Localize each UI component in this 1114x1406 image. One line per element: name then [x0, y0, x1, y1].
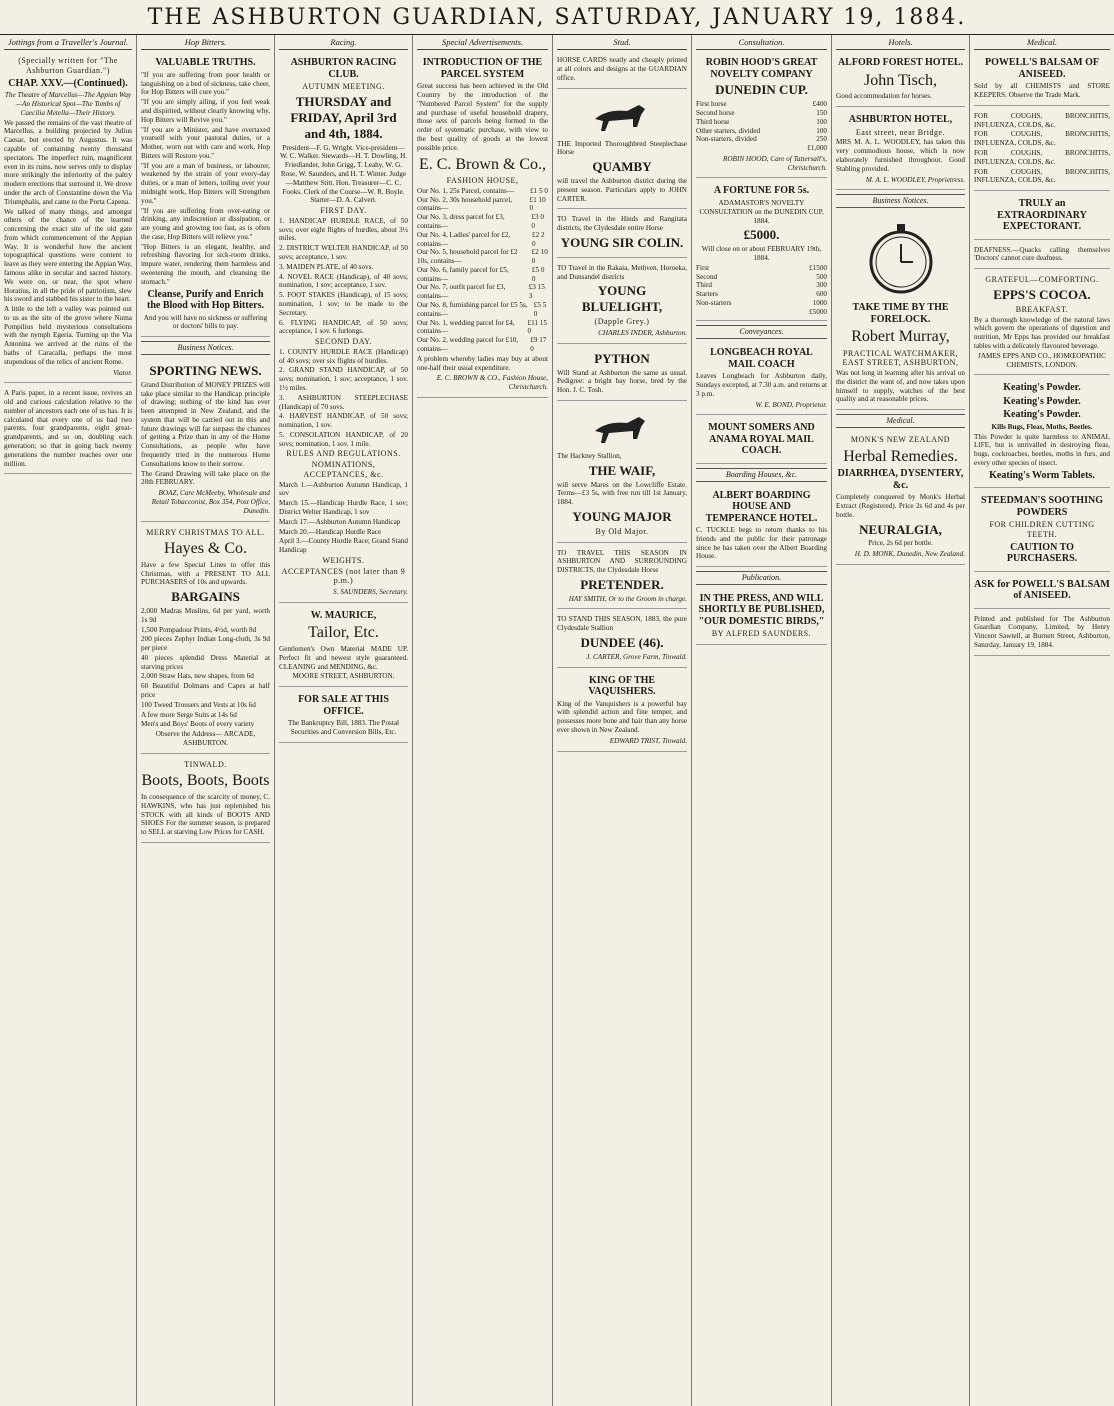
bargain-item: 2,000 Straw Hats, new shapes, from 6d: [141, 672, 254, 681]
row-label: Our No. 4, Ladies' parcel for £2, contains—: [417, 230, 511, 248]
ad-horse-cards: [557, 53, 687, 88]
column-heading: Stud.: [557, 37, 687, 50]
ad-paragraph: Completely conquered by Monk's Herbal Extract (Registered). Price 2s 6d and 4s per bottle.: [836, 493, 965, 519]
ad-firm-name: EPPS'S COCOA.: [993, 286, 1091, 302]
ad-firm-name: Herbal Remedies.: [843, 447, 958, 465]
cough-line: FOR COUGHS, BRONCHITIS, INFLUENZA, COLDS, &c.: [974, 130, 1110, 148]
row-value: £3 0 0: [531, 213, 544, 230]
ad-paragraph: "If you are suffering from over-eating or drinking, any indiscretion or dissipation, or are young and growing too fast, as is often the case, Hop Bitters will relieve you.": [141, 206, 270, 241]
row-label: Our No. 5, household parcel for £2 10s, contains—: [417, 248, 518, 266]
ad-title: ASK for POWELL'S BALSAM of ANISEED.: [974, 578, 1110, 602]
column-heading: Racing.: [279, 37, 408, 50]
ad-paragraph: The Grand Drawing will take place on the 28th FEBRUARY.: [141, 469, 270, 487]
section-heading: Boarding Houses, &c.: [696, 468, 827, 482]
row-value: 100: [816, 117, 827, 126]
ad-paragraph: HORSE CARDS neatly and cheaply printed at all colors and designs at the GUARDIAN office.: [557, 56, 687, 82]
horse-name: YOUNG SIR COLIN.: [560, 235, 684, 251]
section-heading: Medical.: [836, 414, 965, 428]
chapter-title: CHAP. XXV.—(Continued).: [8, 77, 128, 89]
row-label: Second: [696, 272, 718, 281]
list-row: [417, 319, 548, 337]
article-paragraph: We passed the remains of the vast theatre of Marcellus, a building projected by Julius Caesar, but erected by Augustus. It was capable of containing twenty thousand spectators. The imperfect ruin, magnificent even in its ruins, now serves only to display more strikingly the inferiority of the paltry modern erections that surround it. We drove under the arch of Constantine down the Via Triumphalis, and came to the Porta Capena.: [4, 118, 132, 206]
article-signature: Viator.: [113, 368, 132, 377]
bargain-item: 100 Tweed Trousers and Vests at 10s 6d: [141, 700, 256, 709]
article-paragraph: A little to the left a valley was pointed out to us as the site of the grove where Numa Pompilius held mysterious consultations with the nymph Egeria. Turning up the Via Antonina we arrived at the ruins of the baths of Caracalla, perhaps the most stupendous of the relics of ancient Rome.: [4, 305, 132, 366]
horse-illustration: [557, 97, 687, 137]
ad-title: STEEDMAN'S SOOTHING POWDERS: [981, 495, 1103, 518]
prize-list: [696, 100, 827, 144]
race-entry: 1. COUNTY HURDLE RACE (Handicap) of 40 sovs; over six flights of hurdles.: [279, 347, 408, 365]
ad-ashburton-hotel: [836, 110, 965, 190]
ad-title: ASHBURTON HOTEL,: [848, 114, 953, 126]
list-row: [696, 290, 827, 299]
ad-paragraph: THE Imported Thoroughbred Steeplechase Horse: [557, 139, 687, 157]
ad-kicker: MONK'S NEW ZEALAND: [850, 434, 951, 444]
ad-adamastor: [696, 181, 827, 321]
ad-paragraph: TO Travel in the Hinds and Rangitata districts, the Clydesdale entire Horse: [557, 215, 687, 233]
ad-kicker: MERRY CHRISTMAS TO ALL.: [146, 527, 265, 537]
row-value: £5 0 0: [531, 265, 545, 283]
ad-signature: JAMES EPPS AND CO., HOMŒOPATHIC CHEMISTS, LONDON.: [978, 351, 1106, 369]
ad-quamby: [557, 92, 687, 210]
ad-paragraph: In consequence of the scarcity of money, C. HAWKINS, who has just replenished his STOCK with all kinds of BOOTS AND SHOES For the summer season, is prepared to SELL at starving Low Prices for CASH.: [141, 792, 270, 837]
row-value: £2 10 0: [531, 248, 548, 266]
ad-signature: E. C. BROWN & CO., Fashion House, Christchurch.: [436, 374, 548, 392]
prize-list: [696, 264, 827, 308]
race-entry: 3. MAIDEN PLATE, of 40 sovs.: [279, 262, 374, 271]
ad-address: Observe the Address— ARCADE, ASHBURTON.: [155, 730, 256, 747]
ad-paragraph: Great success has been achieved in the Old Country by the introduction of the "Numbered Parcel System" for the supply and purchase of useful household drapery, those sets of parcels being formed to the order of systematic purchase, with view to the best quality of goods at the lowest possible price.: [417, 82, 548, 152]
ad-firm-name: Robert Murray,: [851, 328, 950, 346]
ad-title: Keating's Powder.: [1003, 382, 1081, 394]
ad-title: INTRODUCTION OF THE PARCEL SYSTEM: [422, 57, 543, 80]
column-consultation: [692, 35, 832, 1406]
ad-paragraph: Grand Distribution of MONEY PRIZES will take place similar to the Handicap principle of drawing; nothing of the kind has ever been attempted in New Zealand, and the system that will be carried out in this and future drawings will far surpass the chances of getting a Prize than in any of the Home Consultations, as people who have frequently tried in the numerous Home Consultations know to their sorrow.: [141, 380, 270, 468]
race-entry: 2. GRAND STAND HANDICAP, of 50 sovs; nomination, 1 sov; acceptance, 1 sov. 1½ miles.: [279, 366, 408, 392]
ad-signature: J. CARTER, Grove Farm, Tinwald.: [586, 652, 687, 661]
bargain-item: 40 pieces splendid Dress Material at starving prices: [141, 653, 270, 671]
nomination-entry: April 3.—County Hurdle Race; Grand Stand Handicap: [279, 537, 408, 555]
row-label: Our No. 1, wedding parcel for £4, contains—: [417, 318, 515, 336]
row-value: £3 15 3: [528, 283, 545, 301]
ad-powell: [974, 53, 1110, 106]
column-heading: Medical.: [974, 37, 1110, 50]
ad-paragraph: "If you are a man of business, or labourer, weakened by the strain of your every-day duties, or a man of letters, toiling over your midnight work, Hop Bitters will Strengthen you.": [141, 161, 270, 205]
ad-kicker: BREAKFAST.: [1015, 304, 1069, 314]
ad-event: DUNEDIN CUP.: [715, 82, 808, 98]
ad-parcel-system: [417, 53, 548, 397]
ad-kicker: By Old Major.: [595, 526, 649, 536]
ad-paragraph: Leaves Longbeach for Ashburton daily, Sundays excepted, at 7.30 a.m. and returns at 3 p.m.: [696, 372, 827, 398]
row-label: Non-starters, divided: [696, 135, 757, 144]
ad-title: W. MAURICE,: [310, 609, 377, 621]
ad-paragraph: Have a few Special Lines to offer this Christmas, with a PRESENT TO ALL PURCHASERS of 10s and upwards.: [141, 560, 270, 587]
nomination-entry: March 1.—Ashburton Autumn Handicap, 1 sov: [279, 480, 408, 498]
ad-title: MOUNT SOMERS AND ANAMA ROYAL MAIL COACH.: [708, 422, 815, 457]
race-entry: 4. NOVEL RACE (Handicap), of 40 sovs; nomination, 1 sov; acceptance, 1 sov.: [279, 272, 408, 290]
ad-paragraph: TO TRAVEL THIS SEASON IN ASHBURTON AND SURROUNDING DISTRICTS, the Clydesdale Horse: [557, 548, 687, 575]
ad-title: ALBERT BOARDING HOUSE AND TEMPERANCE HOTEL.: [705, 489, 818, 524]
column-heading: Hop Bitters.: [141, 37, 270, 50]
ad-signature: BOAZ, Care McMeeby, Wholesale and Retail Tobacconist, Box 354, Post Office, Dunedin.: [151, 489, 270, 515]
column-special-ads: [413, 35, 553, 1406]
ad-firm-name: John Tisch,: [864, 71, 937, 89]
ad-paragraph: This Powder is quite harmless to ANIMAL LIFE, but is unrivalled in destroying fleas, bugs, cockroaches, beetles, moths in furs, and every other species of insect.: [974, 432, 1110, 467]
bargain-item: 60 Beautiful Dolmans and Capes at half price: [141, 682, 270, 699]
ad-alford-forest: [836, 53, 965, 107]
row-label: Our No. 7, outfit parcel for £3, contains—: [417, 283, 506, 301]
ad-paragraph: The Bankruptcy Bill, 1883. The Postal Securities and Conversion Bills, Etc.: [287, 719, 400, 736]
ad-paragraph: Sold by all CHEMISTS and STORE KEEPERS. Observe the Trade Mark.: [974, 82, 1110, 100]
imprint-text: Printed and published for The Ashburton Guardian Company, Limited, by Henry Vincent Sawtell, at Burnett Street, Ashburton, Saturday, January 19, 1884.: [974, 614, 1110, 650]
ad-kicker: TINWALD.: [184, 759, 227, 769]
ad-title: IN THE PRESS, AND WILL SHORTLY BE PUBLISHED, "OUR DOMESTIC BIRDS,": [698, 592, 825, 627]
prize-total: £1,000: [807, 144, 827, 153]
watch-illustration: [836, 218, 965, 298]
list-row: [417, 301, 548, 319]
ad-python: [557, 347, 687, 401]
race-entry: 2. DISTRICT WELTER HANDICAP, of 50 sovs; acceptance, 1 sov.: [279, 244, 408, 262]
ad-title: NEURALGIA,: [859, 521, 942, 537]
ad-paragraph: TO Travel in the Rakaia, Methven, Horoeka, and Dunsandel districts: [557, 263, 687, 281]
ad-firm-name: Hayes & Co.: [163, 540, 248, 558]
newspaper-columns: [0, 35, 1114, 1406]
column-heading: Hotels.: [836, 37, 965, 50]
list-row: [696, 135, 827, 144]
rules-heading: RULES AND REGULATIONS.: [286, 449, 401, 459]
list-row: [417, 213, 548, 231]
parcel-list: [417, 187, 548, 354]
race-entry: 3. ASHBURTON STEEPLECHASE (Handicap) of 70 sovs.: [279, 393, 408, 411]
column-heading: Special Advertisements.: [417, 37, 548, 50]
ad-paragraph: The Hackney Stallion,: [557, 451, 622, 460]
ad-title: SPORTING NEWS.: [149, 362, 262, 378]
race-entry: 5. CONSOLATION HANDICAP, of 20 sovs; nomination, 1 sov. 1 mile.: [279, 430, 408, 448]
row-label: Our No. 6, family parcel for £5, contains—: [417, 265, 509, 283]
ad-kicker: FOR CHILDREN CUTTING TEETH.: [989, 520, 1095, 539]
ad-address: MOORE STREET, ASHBURTON.: [292, 672, 395, 681]
ad-firm-name: Boots, Boots, Boots: [141, 772, 270, 790]
row-label: Our No. 2, wedding parcel for £10, contains—: [417, 336, 519, 353]
ad-king: [557, 671, 687, 752]
ad-longbeach-coach: [696, 343, 827, 415]
column-hotels: [832, 35, 970, 1406]
race-entry: 6. FLYING HANDICAP, of 50 sovs; acceptance, 1 sov. 6 furlongs.: [279, 318, 408, 336]
ad-title: ASHBURTON RACING CLUB.: [290, 57, 397, 80]
ad-kicker: FASHION HOUSE,: [446, 176, 519, 186]
ad-title: CAUTION TO PURCHASERS.: [1006, 541, 1078, 565]
ad-dates: THURSDAY and FRIDAY, April 3rd and 4th, 1884.: [290, 94, 397, 141]
race-entry: 1. HANDICAP HURDLE RACE, of 50 sovs; over eight flights of hurdles, about 3½ miles.: [279, 216, 408, 243]
ad-paragraph: By a thorough knowledge of the natural laws which govern the operations of digestion and nutrition, Mr Epps has provided our breakfast tables with a delicately flavoured beverage.: [974, 315, 1110, 350]
ad-paragraph: Was not long in learning after his arrival on the district the want of, and now takes upon himself to supply, watches of the best quality and at reasonable prices.: [836, 369, 965, 404]
list-row: [417, 336, 548, 354]
ad-title: ALFORD FOREST HOTEL.: [837, 57, 964, 69]
row-label: Second horse: [696, 109, 735, 117]
ad-boots: [141, 757, 270, 843]
ad-signature: CHARLES INDER, Ashburton.: [598, 328, 687, 337]
weights-heading: WEIGHTS.: [322, 555, 365, 565]
ad-kicker: PRACTICAL WATCHMAKER, EAST STREET, ASHBURTON,: [842, 348, 959, 368]
row-value: 1000: [812, 298, 827, 307]
section-heading: Publication.: [696, 571, 827, 585]
ad-hayes: [141, 525, 270, 754]
row-label: Third horse: [696, 117, 730, 126]
ad-title: Keating's Worm Tablets.: [989, 469, 1095, 481]
column-stud: [553, 35, 692, 1406]
row-value: £5 5 0: [533, 301, 547, 318]
ad-paragraph: Price, 2s 6d per bottle.: [868, 539, 933, 548]
column-racing: [275, 35, 413, 1406]
article-paragraph: A Paris paper, in a recent issue, revives an old and curious calculation relative to the number of ancestors each one of us has. It is calculated that every one of us had two parents, four grandparents, eight great-grandparents, and so on, doubling each generation; so that in going back twenty generations the number reaches over one million.: [4, 389, 132, 468]
ad-deafness: [974, 243, 1110, 270]
list-row: [417, 196, 548, 214]
row-value: £9 17 0: [530, 336, 547, 353]
ad-title: TRULY an EXTRAORDINARY EXPECTORANT.: [997, 198, 1087, 233]
article-ancestors: [4, 386, 132, 474]
bargain-item: 200 pieces Zephyr Indian Long-cloth, 3s 9d per piece: [141, 635, 270, 653]
row-label: First horse: [696, 100, 727, 109]
section-heading: Business Notices.: [141, 341, 270, 355]
ad-title: FOR SALE AT THIS OFFICE.: [298, 694, 389, 717]
column-hop-bitters: [137, 35, 275, 1406]
ad-kicker: BY ALFRED SAUNDERS.: [711, 629, 812, 639]
cough-line: FOR COUGHS, BRONCHITIS, INFLUENZA, COLDS, &c.: [974, 167, 1110, 185]
bargain-item: Men's and Boys' Boots of every variety: [141, 720, 255, 729]
day-heading: FIRST DAY.: [320, 206, 367, 216]
race-entry: 5. FOOT STAKES (Handicap), of 15 sovs; nomination, 1 sov; to be made to the Secretary.: [279, 291, 408, 317]
horse-name: PYTHON: [594, 350, 650, 366]
row-value: 100: [816, 126, 827, 135]
horse-name: KING OF THE VAQUISHERS.: [588, 674, 656, 698]
chapter-subtitle: The Theatre of Marcellus—The Appian Way—An Historical Spot—The Tombs of Caecilia Metella—Their History.: [4, 91, 132, 117]
race-entry: 4. HARVEST HANDICAP, of 50 sovs; nomination, 1 sov.: [279, 412, 408, 430]
row-label: Other starters, divided: [696, 126, 761, 135]
ad-title: ROBIN HOOD'S GREAT NOVELTY COMPANY: [705, 57, 818, 80]
ad-ask-powell: [974, 575, 1110, 609]
ad-title: LONGBEACH ROYAL MAIL COACH: [710, 347, 813, 370]
bargain-item: 2,000 Madras Muslins, 6d per yard, worth 1s 9d: [141, 606, 270, 624]
row-value: 500: [816, 272, 827, 281]
cough-line: FOR COUGHS, BRONCHITIS, INFLUENZA, COLDS, &c.: [974, 111, 1110, 129]
nomination-entry: March 17.—Ashburton Autumn Handicap: [279, 517, 401, 526]
ad-paragraph: Gentlemen's Own Material MADE UP. Perfect fit and newest style guaranteed. CLEANING and MENDING, &c.: [279, 644, 408, 671]
column-heading: Consultation.: [696, 37, 827, 50]
ad-epps: [974, 272, 1110, 375]
ad-signature: S. SAUNDERS, Secretary.: [333, 588, 408, 597]
article-jottings: [4, 53, 132, 383]
ad-waif: [557, 404, 687, 543]
list-row: [417, 248, 548, 266]
ad-title: A FORTUNE FOR 5s.: [713, 185, 810, 197]
ad-paragraph: "If you are a Minister, and have overtaxed yourself with your pastoral duties, or a Mother, worn out with care and work, Hop Bitters will Restore you.": [141, 125, 270, 160]
ad-kicker: AUTUMN MEETING.: [302, 82, 385, 92]
column-medical: [970, 35, 1114, 1406]
ad-kicker: East street, near Bridge.: [855, 127, 946, 137]
list-row: [417, 231, 548, 249]
list-row: [696, 109, 827, 118]
prize-total-row: [696, 144, 827, 153]
ad-firm-name: Tailor, Etc.: [308, 624, 379, 642]
row-label: Non-starters: [696, 298, 732, 307]
bargain-item: 1,500 Pompadour Prints, 4½d, worth 8d: [141, 625, 257, 634]
ad-paragraph: "Hop Bitters is an elegant, healthy, and refreshing flavoring for sick-room drinks, impure water, rendering them harmless and sweetening the mouth, and cleansing the stomach.": [141, 242, 270, 286]
ad-dundee: [557, 612, 687, 667]
ad-paragraph: Good accommodation for horses.: [836, 92, 932, 101]
list-row: [696, 100, 827, 109]
masthead: THE ASHBURTON GUARDIAN, SATURDAY, JANUARY 19, 1884.: [0, 0, 1114, 35]
ad-monk: [836, 432, 965, 565]
ad-paragraph: DEAFNESS.—Quacks calling themselves 'Doctors' cannot cure deafness.: [974, 245, 1110, 263]
ad-firm-name: E. C. Brown & Co.,: [418, 155, 547, 173]
ad-hop-bitters: [141, 53, 270, 337]
ad-paragraph: TO STAND THIS SEASON, 1883, the pure Clydesdale Stallion: [557, 615, 687, 633]
ad-title: TAKE TIME BY THE FORELOCK.: [852, 302, 949, 325]
ad-mount-somers: [696, 418, 827, 464]
ad-title: Keating's Powder.: [1003, 409, 1081, 421]
ad-title: DIARRHŒA, DYSENTERY, &c.: [837, 468, 964, 491]
row-value: £1 10 0: [529, 195, 546, 213]
section-heading: Conveyances.: [696, 325, 827, 339]
ad-murray: [836, 212, 965, 410]
row-label: Our No. 2, 30s household parcel, contains—: [417, 195, 513, 213]
ad-paragraph: A problem whereby ladies may buy at about one-half their usual expenditure.: [417, 354, 548, 372]
ad-paragraph: MRS M. A. L. WOODLEY, has taken this very commodious house, which is now elaborately furnished throughout. Good Stabling provided.: [836, 138, 965, 173]
ad-bluelight: [557, 261, 687, 344]
row-value: £1 5 0: [530, 186, 548, 195]
ad-kicker: Kills Bugs, Fleas, Moths, Beetles.: [991, 422, 1093, 431]
article-paragraph: We talked of many things, and amongst others of the chance of the learned concerning the exact site of the old gate from which commencement of the Appian Way. It is wonderful how the ancient topographical questions were content to leave as they were entering the Appian Way, famous alike in secular and sacred history. We were on, or near, the spot where Horatius, in all the pride of patriotism, slew his sword and stabbed his sister to the heart.: [4, 207, 132, 304]
ad-bargains: BARGAINS: [171, 589, 240, 605]
row-label: Starters: [696, 290, 718, 299]
list-row: [696, 118, 827, 127]
list-row: [417, 266, 548, 284]
horse-name: THE WAIF,: [588, 462, 656, 478]
noms-heading: NOMINATIONS, ACCEPTANCES, &c.: [303, 460, 384, 479]
horse-name: PRETENDER.: [580, 576, 664, 592]
row-value: 300: [816, 281, 827, 290]
list-row: [696, 299, 827, 308]
ad-signature: HAY SMITH, Or to the Groom in charge.: [568, 594, 687, 603]
ad-paragraph: "If you are simply ailing, if you feel weak and dispirited, without clearly knowing why, Hop Bitters will Revive you.": [141, 98, 270, 124]
row-value: 600: [816, 290, 827, 299]
cough-line: FOR COUGHS, BRONCHITIS, INFLUENZA, COLDS, &c.: [974, 149, 1110, 166]
ad-paragraph: President—F. G. Wright. Vice-president—W. C. Walker. Stewards—H. T. Dowling, H. Friedlander, John Grigg, T. Leahy, W. G. Rose, W. Saunders, and H. T. Winter. Judge—Matthew Stitt. Hon. Treasurer—C. C. Fooks. Clerk of the Course—W. R. Boyle. Starter—D. A. Calvert.: [279, 143, 408, 205]
row-label: Our No. 1, 25s Parcel, contains—: [417, 186, 515, 195]
ad-paragraph: will travel the Ashburton district during the present season. Particulars apply to JOHN CARTER.: [557, 177, 687, 203]
ad-albert: [696, 486, 827, 568]
row-value: 150: [816, 109, 827, 117]
ad-tailor: [279, 606, 408, 687]
ad-signature: ROBIN HOOD, Care of Tattersall's, Christchurch.: [722, 154, 827, 172]
ad-robin-hood: [696, 53, 827, 178]
list-row: [696, 264, 827, 273]
ad-steedman: [974, 491, 1110, 572]
ad-title: Keating's Powder.: [1003, 395, 1081, 407]
column-heading: Jottings from a Traveller's Journal.: [4, 37, 132, 50]
row-value: 250: [816, 135, 827, 144]
row-label: Our No. 3, dress parcel for £3, contains—: [417, 213, 505, 230]
ad-for-sale: [279, 690, 408, 743]
ad-tail: And you will have no sickness or suffering or doctors' bills to pay.: [143, 313, 268, 331]
horse-name: QUAMBY: [592, 159, 652, 175]
horse-illustration: [557, 409, 687, 449]
ad-paragraph: ADAMASTOR'S NOVELTY CONSULTATION on the DUNEDIN CUP, 1884.: [699, 198, 824, 225]
ad-kicker: (Dapple Grey.): [594, 317, 650, 327]
ad-sporting-news: [141, 359, 270, 522]
ad-amount: £5000.: [743, 227, 780, 243]
list-row: [417, 283, 548, 301]
section-heading: Business Notices.: [836, 194, 965, 208]
row-value: £400: [812, 100, 827, 109]
horse-name: YOUNG MAJOR: [572, 508, 672, 524]
prize-total: £5000: [809, 307, 827, 316]
row-label: Our No. 8, furnishing parcel for £5 5s, contains—: [417, 301, 528, 318]
ad-coughs: [974, 109, 1110, 191]
nomination-entry: March 20.—Handicap Hurdle Race: [279, 527, 382, 536]
bargain-item: A few more Serge Suits at 14s 6d: [141, 710, 237, 719]
acceptances-heading: ACCEPTANCES (not later than 9 p.m.): [281, 566, 406, 586]
day-heading: SECOND DAY.: [314, 337, 373, 347]
article-byline: (Specially written for "The Ashburton Guardian."): [18, 56, 118, 76]
ad-signature: EDWARD TRIST, Tinwald.: [609, 736, 687, 745]
ad-title: POWELL'S BALSAM OF ANISEED.: [985, 57, 1099, 80]
ad-paragraph: Will close on or about FEBRUARY 19th, 1884.: [701, 245, 822, 262]
ad-racing-club: [279, 53, 408, 603]
ad-publication: [696, 589, 827, 645]
ad-title: VALUABLE TRUTHS.: [155, 57, 256, 69]
prize-total-row: [696, 308, 827, 317]
ad-truly: [974, 194, 1110, 240]
nomination-entry: March 15.—Handicap Hurdle Race, 1 sov; District Welter Handicap, 1 sov: [279, 499, 408, 516]
ad-paragraph: Will Stand at Ashburton the same as usual. Pedigree: a bright bay horse, bred by the Hon. J. C. Tosh.: [557, 368, 687, 395]
horse-name: DUNDEE (46).: [580, 635, 664, 651]
list-row: [696, 127, 827, 136]
ad-signature: W. E. BOND, Proprietor.: [755, 400, 827, 409]
column-jottings: [0, 35, 137, 1406]
horse-name: YOUNG BLUELIGHT,: [581, 283, 663, 315]
ad-kicker: GRATEFUL—COMFORTING.: [985, 275, 1099, 285]
imprint: [974, 612, 1110, 656]
ad-paragraph: C. TUCKLE begs to return thanks to his friends and the public for their patronage since he has taken over the Albert Boarding House.: [696, 526, 827, 561]
ad-subtitle: Cleanse, Purify and Enrich the Blood with Hop Bitters.: [147, 288, 264, 312]
ad-sir-colin: [557, 212, 687, 257]
row-value: £1500: [809, 263, 827, 272]
ad-paragraph: King of the Vanquishers is a powerful bay with splendid action and fine temper, and possesses more bone and hair than any horse ever shown in New Zealand.: [557, 699, 687, 735]
ad-pretender: [557, 546, 687, 610]
row-label: Third: [696, 281, 712, 290]
ad-signature: M. A. L. WOODLEY, Proprietress.: [865, 175, 965, 184]
row-value: £11 15 0: [527, 318, 547, 336]
row-label: First: [696, 263, 710, 272]
list-row: [696, 273, 827, 282]
list-row: [696, 281, 827, 290]
list-row: [417, 187, 548, 196]
ad-keating: [974, 378, 1110, 488]
row-value: £2 2 0: [532, 230, 545, 248]
ad-signature: H. D. MONK, Dunedin, New Zealand.: [854, 550, 965, 559]
ad-paragraph: "If you are suffering from poor health or languishing on a bed of sickness, take cheer, for Hop Bitters will cure you.": [141, 70, 270, 97]
ad-paragraph: will serve Mares on the Lowcliffe Estate. Terms—£3 5s, with free run till 1st January, 1884.: [557, 480, 687, 507]
